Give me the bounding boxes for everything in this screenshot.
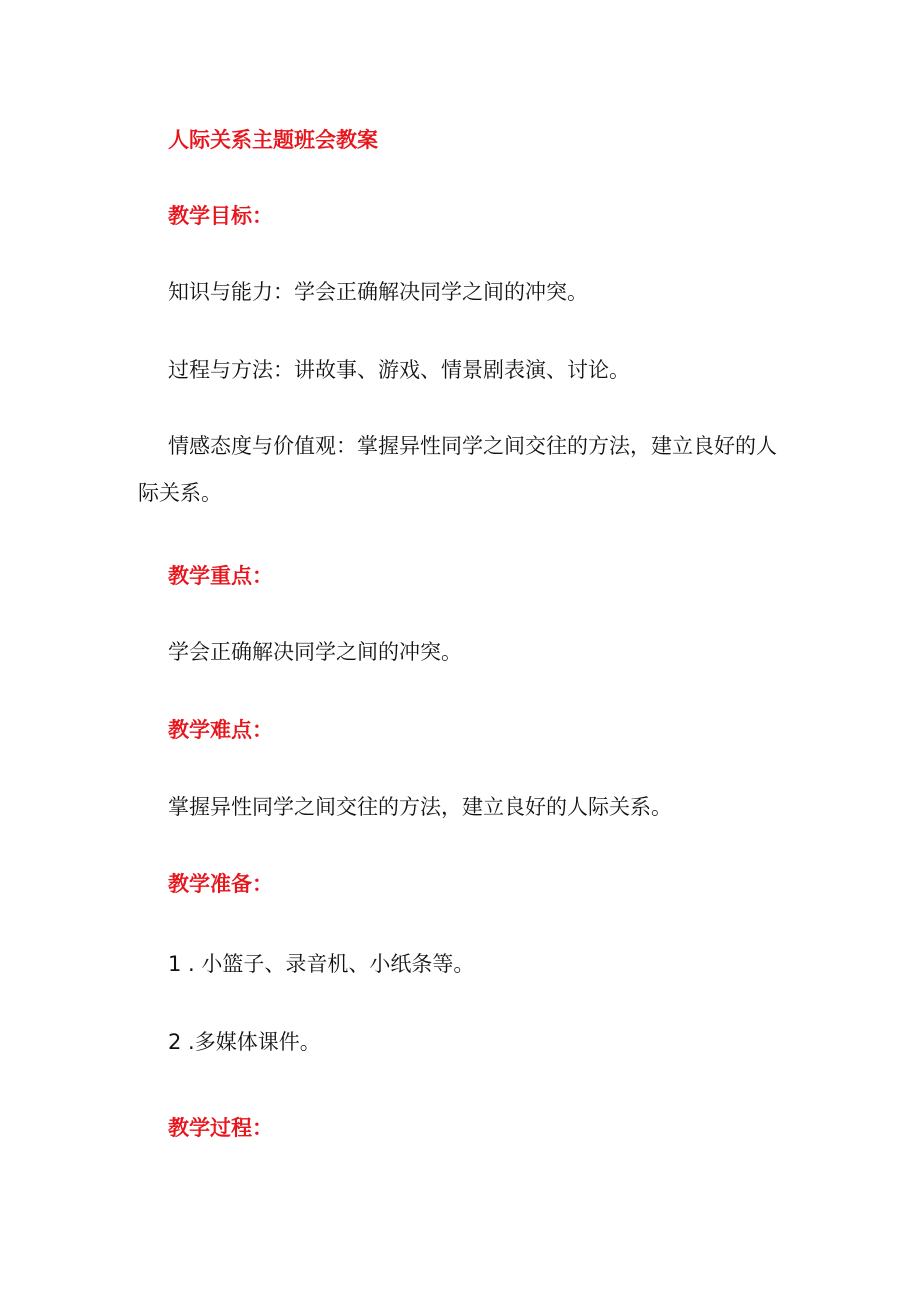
objective-process: 过程与方法：讲故事、游戏、情景剧表演、讨论。	[168, 358, 630, 382]
preparation-heading: 教学准备：	[168, 872, 273, 896]
objective-knowledge: 知识与能力：学会正确解决同学之间的冲突。	[168, 280, 588, 304]
key-points-heading: 教学重点：	[168, 564, 273, 588]
difficulties-text: 掌握异性同学之间交往的方法，建立良好的人际关系。	[168, 795, 672, 819]
key-points-text: 学会正确解决同学之间的冲突。	[168, 640, 462, 664]
objectives-heading: 教学目标：	[168, 204, 273, 228]
objective-emotion: 情感态度与价值观：掌握异性同学之间交往的方法，建立良好的人际关系。	[138, 434, 777, 505]
difficulties-heading: 教学难点：	[168, 718, 273, 742]
process-heading: 教学过程：	[168, 1116, 273, 1140]
preparation-item-1: 1 . 小篮子、录音机、小纸条等。	[168, 952, 475, 976]
document-title: 人际关系主题班会教案	[168, 128, 378, 152]
preparation-item-2: 2 .多媒体课件。	[168, 1030, 321, 1054]
